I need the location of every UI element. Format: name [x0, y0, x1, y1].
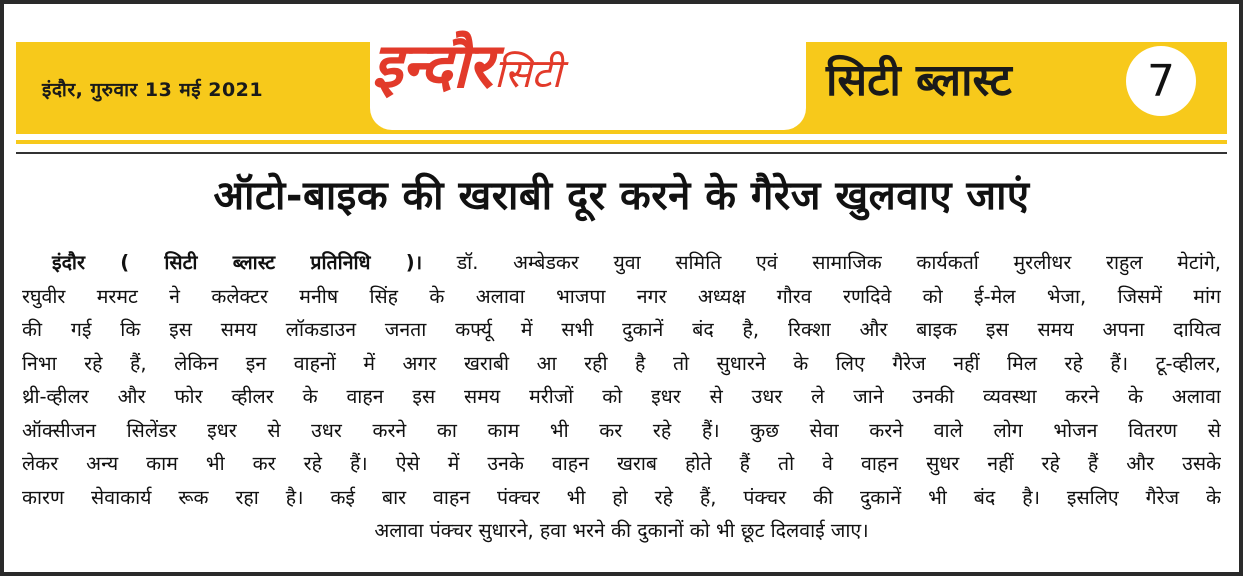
page-number: 7	[1126, 46, 1196, 116]
divider-dark	[16, 152, 1227, 154]
newspaper-logo	[372, 22, 562, 106]
article-line: कारण सेवाकार्य रूक रहा है। कई बार वाहन पंक्चर भी हो रहे हैं, पंक्चर की दुकानें भी बंद है। इसलिए गैरेज के	[22, 485, 1221, 509]
article-line: निभा रहे हैं, लेकिन इन वाहनों में अगर खराबी आ रही है तो सुधारने के लिए गैरेज नहीं मिल रहे हैं। टू-व्हीलर,	[22, 351, 1221, 375]
logo-sub-text: सिटी	[493, 51, 562, 97]
article-line: ऑक्सीजन सिलेंडर इधर से उधर करने का काम भी कर रहे हैं। कुछ सेवा करने वाले लोग भोजन वितरण से	[22, 418, 1221, 442]
article-dateline: इंदौर ( सिटी ब्लास्ट प्रतिनिधि )।	[52, 251, 423, 274]
article-line	[22, 246, 1221, 280]
article-line: थ्री-व्हीलर और फोर व्हीलर के वाहन इस समय मरीजों को इधर से उधर ले जाने उनकी व्यवस्था करने के अलावा	[22, 385, 1221, 408]
article-line: की गई कि इस समय लॉकडाउन जनता कर्फ्यू में सभी दुकानें बंद है, रिक्शा और बाइक इस समय अपना दायित्व	[22, 318, 1221, 341]
article-line-text: डॉ. अम्बेडकर युवा समिति एवं सामाजिक कार्यकर्ता मुरलीधर राहुल मेटांगे,	[422, 251, 1221, 274]
logo-main-text: इन्दौर	[372, 29, 492, 102]
article-line-last: अलावा पंक्चर सुधारने, हवा भरने की दुकानों को भी छूट दिलवाई जाए।	[374, 519, 869, 542]
divider-yellow	[16, 140, 1227, 144]
article-body	[22, 246, 1221, 548]
section-title: सिटी ब्लास्ट	[826, 55, 1012, 106]
article-line: रघुवीर मरमट ने कलेक्टर मनीष सिंह के अलावा भाजपा नगर अध्यक्ष गौरव रणदिवे को ई-मेल भेजा, जिसमें मांग	[22, 284, 1221, 308]
edition-date: इंदौर, गुरुवार 13 मई 2021	[42, 79, 264, 101]
masthead	[16, 12, 1227, 144]
article-line: लेकर अन्य काम भी कर रहे हैं। ऐसे में उनके वाहन खराब होते हैं तो वे वाहन सुधर नहीं रहे हैं और उसके	[22, 452, 1221, 475]
article-headline: ऑटो-बाइक की खराबी दूर करने के गैरेज खुलवाए जाएं	[213, 173, 1030, 219]
